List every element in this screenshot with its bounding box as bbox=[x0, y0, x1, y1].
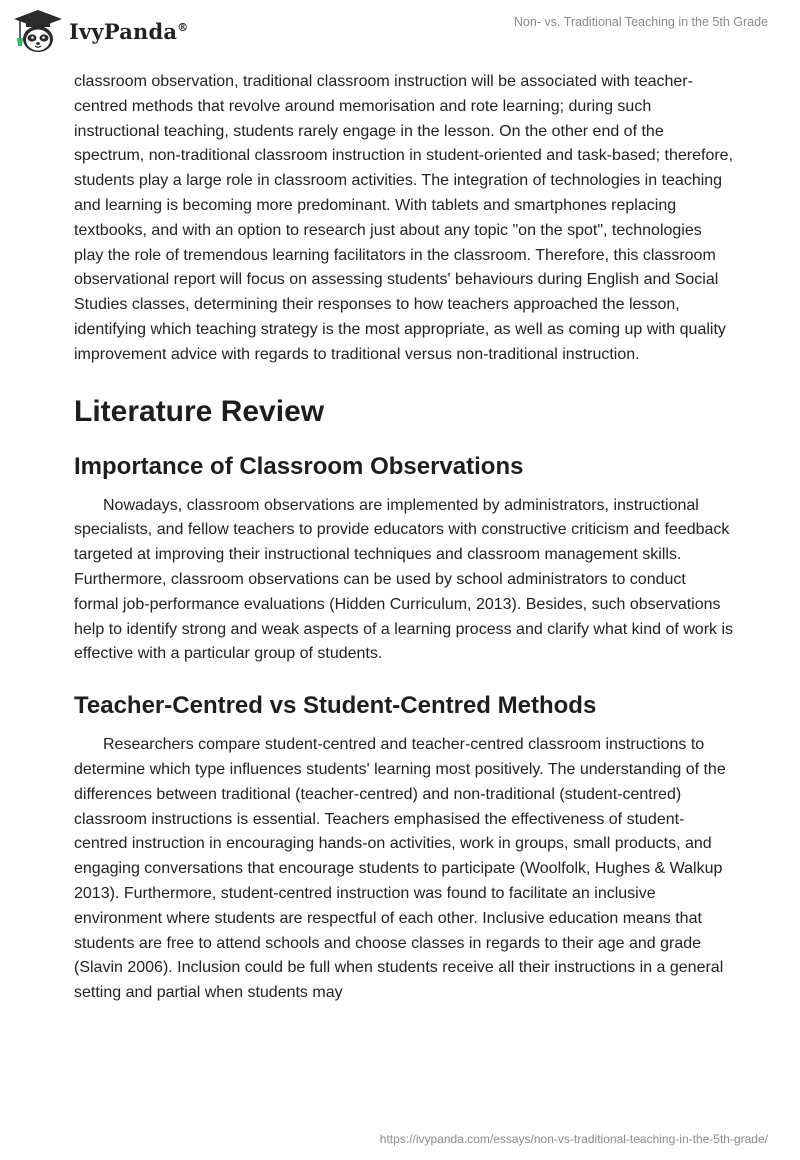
intro-paragraph: classroom observation, traditional classroom instruction will be associated with teacher-centred methods that revolve around memorisation and rote learning; during such instructional teaching, students rarely engage in the lesson. On the other end of the spectrum, non-traditional classroom instruction in student-oriented and task-based; therefore, students play a large role in classroom activities. The integration of technologies in teaching and learning is becoming more predominant. With tablets and smartphones replacing textbooks, and with an option to research just about any topic "on the spot", technologies play the role of tremendous learning facilitators in the classroom. Therefore, this classroom observational report will focus on assessing students' behaviours during English and Social Studies classes, determining their responses to how teachers approached the lesson, identifying which teaching strategy is the most appropriate, as well as coming up with quality improvement advice with regards to traditional versus non-traditional instruction. bbox=[74, 73, 734, 363]
subsection-heading: Teacher-Centred vs Student-Centred Methods bbox=[74, 692, 597, 720]
page-header bbox=[0, 0, 800, 70]
section-heading: Literature Review bbox=[74, 394, 325, 428]
subsection-paragraph: Nowadays, classroom observations are implemented by administrators, instructional specialists, and fellow teachers to provide educators with constructive criticism and feedback targeted at improving their instructional techniques and classroom management skills. Furthermore, classroom observations can be used by school administrators to conduct formal job-performance evaluations (Hidden Curriculum, 2013). Besides, such observations help to identify strong and weak aspects of a learning process and clarify what kind of work is effective with a particular group of students. bbox=[74, 496, 734, 663]
panda-graduate-icon bbox=[12, 8, 64, 54]
document-title: Non- vs. Traditional Teaching in the 5th Grade bbox=[513, 15, 768, 29]
source-url[interactable]: https://ivypanda.com/essays/non-vs-traditional-teaching-in-the-5th-grade/ bbox=[379, 1132, 768, 1146]
subsection-paragraph: Researchers compare student-centred and teacher-centred classroom instructions to determine which type influences students' learning most positively. The understanding of the differences between traditional (teacher-centred) and non-traditional (student-centred) classroom instructions is essential. Teachers emphasised the effectiveness of student-centred instruction in encouraging hands-on activities, work in groups, small products, and engaging conversations that encourage students to participate (Woolfolk, Hughes & Walkup 2013). Furthermore, student-centred instruction was found to facilitate an inclusive environment where students are respectful of each other. Inclusive education means that students are free to attend schools and choose classes in regards to their age and grade (Slavin 2006). Inclusion could be full when students receive all their instructions in a general setting and partial when students may bbox=[74, 736, 726, 1002]
article-body bbox=[74, 70, 734, 1006]
brand-logo[interactable] bbox=[12, 8, 188, 54]
brand-name: IvyPanda® bbox=[69, 18, 189, 44]
subsection-heading: Importance of Classroom Observations bbox=[74, 452, 524, 480]
